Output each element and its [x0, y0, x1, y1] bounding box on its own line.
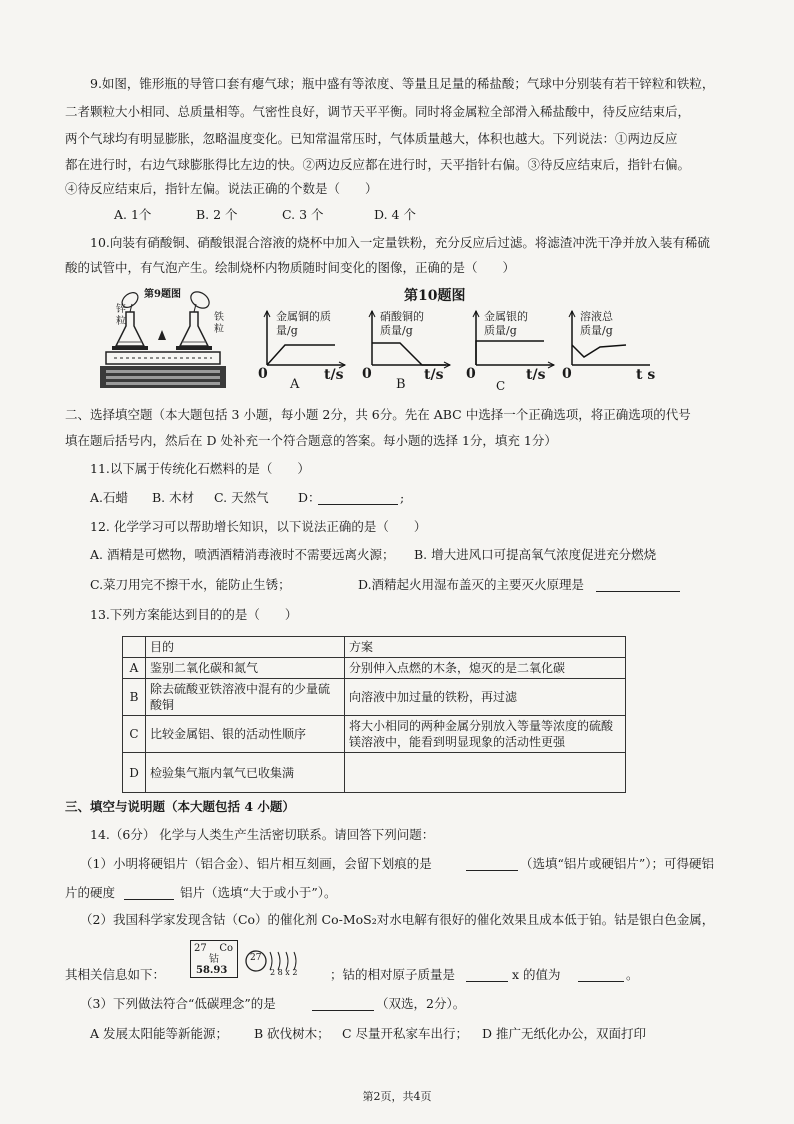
table-row [123, 753, 626, 793]
q14-p2b: 其相关信息如下： [65, 967, 166, 982]
table-row [123, 679, 626, 716]
q12-option-b: B. 增大进风口可提高氧气浓度促进充分燃烧 [414, 547, 657, 562]
graph-c-ylabel1: 金属银的 [484, 310, 528, 323]
q13-row-c-goal: 比较金属铝、银的活动性顺序 [146, 716, 345, 753]
q14-option-d: D 推广无纸化办公，双面打印 [482, 1026, 646, 1041]
q14-option-b: B 砍伐树木； [254, 1026, 330, 1041]
element-symbol: Co [219, 943, 233, 954]
q14-option-a: A 发展太阳能等新能源； [90, 1026, 229, 1041]
q13-header-plan: 方案 [345, 637, 626, 658]
graph-a-curve [267, 345, 335, 365]
q14-blank-3[interactable] [466, 968, 508, 982]
q14-option-c: C 尽量开私家车出行； [342, 1026, 469, 1041]
right-balloon [188, 289, 212, 312]
q14-p3b: （双选，2分）。 [376, 996, 466, 1011]
q11-option-b: B. 木材 [152, 490, 195, 505]
q12-option-a: A. 酒精是可燃物，喷洒酒精消毒液时不需要远离火源； [90, 547, 395, 562]
q13-row-a-opt: A [123, 658, 146, 679]
graph-d-origin: 0 [562, 366, 572, 382]
q13-table [122, 636, 626, 793]
fig9-zinc-label: 锌粒 [116, 304, 126, 327]
q9-line3: 两个气球均有明显膨胀，忽略温度变化。已知常温常压时，气体质量越大，体积也越大。下列说法：①两边反应 [65, 131, 678, 146]
q11-stem: 11.以下属于传统化石燃料的是（ ） [90, 461, 310, 476]
q9-line5: ④待反应结束后，指针左偏。说法正确的个数是（ ） [65, 181, 378, 196]
table-row [123, 716, 626, 753]
graph-a-letter: A [290, 377, 300, 392]
atom-shell-electrons: 2 8 x 2 [270, 968, 298, 977]
table-row [123, 658, 626, 679]
q13-row-b-opt: B [123, 679, 146, 716]
graph-c-origin: 0 [466, 366, 476, 382]
q9-line2: 二者颗粒大小相同、总质量相等。气密性良好，调节天平平衡。同时将金属粒全部滑入稀盐酸中，待反应结束后， [65, 104, 691, 119]
graph-b-curve [372, 343, 446, 365]
section2-line1: 二、选择填空题（本大题包括 3 小题，每小题 2分，共 6分。先在 ABC 中选择一个正确选项，将正确选项的代号 [65, 407, 691, 422]
q10-line1: 10.向装有硝酸铜、硝酸银混合溶液的烧杯中加入一定量铁粉，充分反应后过滤。将滤渣冲洗干净并放入装有稀硫 [90, 235, 710, 250]
q14-blank-4[interactable] [578, 968, 624, 982]
q14-p1c: 片的硬度 [65, 885, 116, 900]
q12-option-c: C.菜刀用完不擦干水，能防止生锈； [90, 577, 291, 592]
q14-p2c: ；钴的相对原子质量是 [330, 967, 456, 982]
q13-row-b-plan: 向溶液中加过量的铁粉，再过滤 [345, 679, 626, 716]
q14-p2e: 。 [626, 967, 639, 982]
q11-option-d: D： [298, 490, 321, 505]
graph-a-origin: 0 [258, 366, 268, 382]
graph-d-ylabel1: 溶液总 [580, 310, 613, 323]
q9-option-c: C. 3 个 [282, 207, 324, 222]
q13-row-a-plan: 分别伸入点燃的木条，熄灭的是二氧化碳 [345, 658, 626, 679]
element-atomic-mass: 58.93 [196, 965, 228, 976]
q12-option-d: D.酒精起火用湿布盖灭的主要灭火原理是 [358, 577, 585, 592]
q13-row-c-plan: 将大小相同的两种金属分别放入等量等浓度的硫酸镁溶液中，能看到明显现象的活动性更强 [345, 716, 626, 753]
q14-p1a: （1）小明将硬铝片（铝合金）、铝片相互刻画，会留下划痕的是 [80, 856, 432, 871]
atom-nucleus-charge: 27 [250, 953, 262, 963]
q13-row-a-goal: 鉴别二氧化碳和氮气 [146, 658, 345, 679]
graph-c-curve [476, 341, 544, 365]
fig9-iron-label: 铁粒 [214, 312, 224, 335]
q9-line4: 都在进行时，右边气球膨胀得比左边的快。②两边反应都在进行时，天平指针右偏。③待反应结束后，指针右偏。 [65, 157, 691, 172]
graph-a-ylabel2: 量/g [276, 324, 298, 337]
graph-a-xlabel: t/s [324, 367, 344, 383]
graph-d-ylabel2: 质量/g [580, 324, 613, 337]
q13-stem: 13.下列方案能达到目的的是（ ） [90, 607, 298, 622]
q14-blank-2[interactable] [124, 886, 174, 900]
graph-b-letter: B [396, 377, 406, 392]
graph-b-origin: 0 [362, 366, 372, 382]
q13-header-row [123, 637, 626, 658]
q14-p2a: （2）我国科学家发现含钴（Co）的催化剂 Co-MoS₂对水电解有很好的催化效果且成本低于铂。钴是银白色金属， [80, 912, 715, 927]
fig9-title: 第9题图 [144, 289, 181, 300]
q12-answer-blank[interactable] [596, 578, 680, 592]
q13-row-c-opt: C [123, 716, 146, 753]
section3-title: 三、填空与说明题（本大题包括 4 小题） [65, 799, 295, 814]
graph-d-curve [572, 345, 626, 357]
q13-row-d-plan[interactable] [345, 753, 626, 793]
q13-row-b-goal: 除去硫酸亚铁溶液中混有的少量硫酸铜 [146, 679, 345, 716]
q9-option-a: A. 1个 [114, 207, 152, 222]
q14-p3a: （3）下列做法符合“低碳理念”的是 [80, 996, 276, 1011]
q11-option-a: A.石蜡 [90, 490, 129, 505]
q9-option-b: B. 2 个 [196, 207, 238, 222]
q13-row-d-opt: D [123, 753, 146, 793]
graph-b-ylabel1: 硝酸铜的 [380, 310, 424, 323]
q9-option-d: D. 4 个 [374, 207, 416, 222]
element-name: 钴 [209, 954, 219, 965]
q14-p2d: x 的值为 [512, 967, 561, 982]
graph-c-ylabel2: 质量/g [484, 324, 517, 337]
q11-semicolon: ; [400, 490, 405, 505]
element-atomic-number: 27 [194, 943, 207, 954]
q11-option-c: C. 天然气 [214, 490, 269, 505]
graph-c-xlabel: t/s [526, 367, 546, 383]
q14-blank-5[interactable] [312, 997, 374, 1011]
q9-line1: 9.如图，锥形瓶的导管口套有瘪气球；瓶中盛有等浓度、等量且足量的稀盐酸；气球中分别装有若干锌粒和铁粒， [90, 76, 715, 91]
q14-blank-1[interactable] [466, 857, 518, 871]
q13-header-goal: 目的 [146, 637, 345, 658]
cobalt-element-card [190, 940, 238, 978]
q14-p1d: 铝片（选填“大于或小于”）。 [180, 885, 337, 900]
q13-row-d-goal: 检验集气瓶内氧气已收集满 [146, 753, 345, 793]
fig10-title: 第10题图 [404, 288, 466, 304]
q10-line2: 酸的试管中，有气泡产生。绘制烧杯内物质随时间变化的图像，正确的是（ ） [65, 260, 516, 275]
balance-pointer [158, 330, 166, 340]
q12-stem: 12. 化学学习可以帮助增长知识，以下说法正确的是（ ） [90, 519, 427, 534]
graph-b-ylabel2: 质量/g [380, 324, 413, 337]
graph-a-ylabel1: 金属铜的质 [276, 310, 331, 323]
graph-d-xlabel: t s [636, 367, 656, 383]
page-footer: 第2页，共4页 [362, 1090, 432, 1103]
q13-header-opt [123, 637, 146, 658]
section2-line2: 填在题后括号内，然后在 D 处补充一个符合题意的答案。每小题的选择 1分，填充 1分） [65, 433, 557, 448]
graph-b-xlabel: t/s [424, 367, 444, 383]
graph-c-letter: C [496, 379, 506, 393]
q14-stem: 14.（6分） 化学与人类生产生活密切联系。请回答下列问题： [90, 827, 435, 842]
q11-answer-blank[interactable] [318, 491, 398, 505]
right-flask [180, 312, 208, 346]
q14-p1b: （选填“铝片或硬铝片”）；可得硬铝 [520, 856, 715, 871]
